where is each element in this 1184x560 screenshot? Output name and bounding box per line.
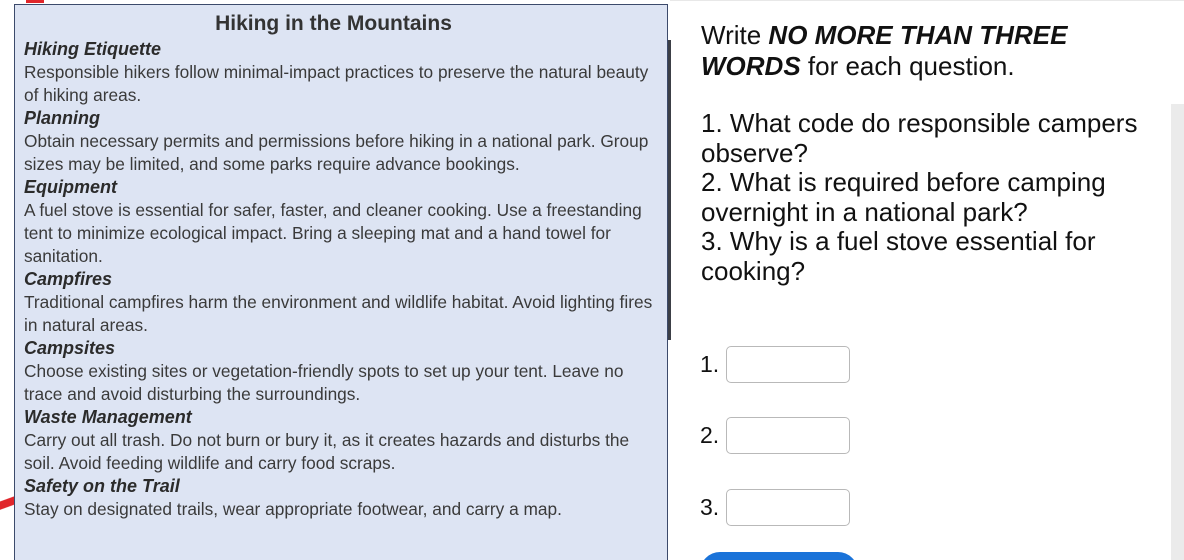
submit-button[interactable] — [700, 552, 858, 560]
section-equipment — [24, 176, 667, 268]
section-hiking-etiquette — [24, 38, 667, 107]
section-heading: Campfires — [24, 269, 113, 289]
section-body: Traditional campfires harm the environment and wildlife habitat. Avoid lighting fires in natural areas. — [24, 292, 653, 335]
section-safety-on-the-trail — [24, 475, 667, 521]
section-heading: Waste Management — [24, 407, 192, 427]
section-body: Stay on designated trails, wear appropriate footwear, and carry a map. — [24, 499, 562, 519]
answer-input-2[interactable] — [726, 417, 850, 454]
scrollbar[interactable] — [1171, 104, 1184, 560]
section-heading: Equipment — [24, 177, 117, 197]
panel-resize-handle[interactable] — [668, 40, 671, 340]
answer-number: 2. — [700, 422, 720, 448]
answer-number: 1. — [700, 351, 720, 377]
answer-input-3[interactable] — [726, 489, 850, 526]
question-item: 1. What code do responsible campers observe? — [701, 108, 1138, 168]
question-item: 2. What is required before camping overnight in a national park? — [701, 167, 1106, 227]
answer-row-3 — [700, 489, 850, 526]
question-item: 3. Why is a fuel stove essential for cooking? — [701, 226, 1096, 286]
question-list — [701, 109, 1141, 286]
answer-input-1[interactable] — [726, 346, 850, 383]
section-campsites — [24, 337, 667, 406]
question-panel — [701, 20, 1141, 286]
instruction-suffix: for each question. — [800, 51, 1015, 81]
section-body: Carry out all trash. Do not burn or bury it, as it creates hazards and disturbs the soil. Avoid feeding wildlife and carry food scraps. — [24, 430, 630, 473]
instruction-emphasis: NO MORE THAN THREE WORDS — [701, 20, 1068, 81]
section-heading: Hiking Etiquette — [24, 39, 162, 59]
top-divider — [670, 0, 1184, 1]
section-body: Responsible hikers follow minimal-impact practices to preserve the natural beauty of hiking areas. — [24, 62, 649, 105]
section-body: Choose existing sites or vegetation-friendly spots to set up your tent. Leave no trace and avoid disturbing the surroundings. — [24, 361, 624, 404]
answer-number: 3. — [700, 494, 720, 520]
passage-title: Hiking in the Mountains — [215, 12, 452, 35]
section-waste-management — [24, 406, 667, 475]
section-campfires — [24, 268, 667, 337]
instruction-prefix: Write — [701, 20, 769, 50]
answer-row-1 — [700, 346, 850, 383]
section-body: Obtain necessary permits and permissions before hiking in a national park. Group sizes may be limited, and some parks require advance bookings. — [24, 131, 649, 174]
answer-row-2 — [700, 417, 850, 454]
red-accent-top — [26, 0, 44, 3]
section-planning — [24, 107, 667, 176]
reading-passage-panel[interactable] — [14, 4, 668, 560]
section-heading: Safety on the Trail — [24, 476, 180, 496]
section-heading: Campsites — [24, 338, 116, 358]
section-heading: Planning — [24, 108, 100, 128]
instruction-text — [701, 20, 1141, 82]
section-body: A fuel stove is essential for safer, faster, and cleaner cooking. Use a freestanding tent to minimize ecological impact. Bring a sleeping mat and a hand towel for sanitation. — [24, 200, 642, 266]
